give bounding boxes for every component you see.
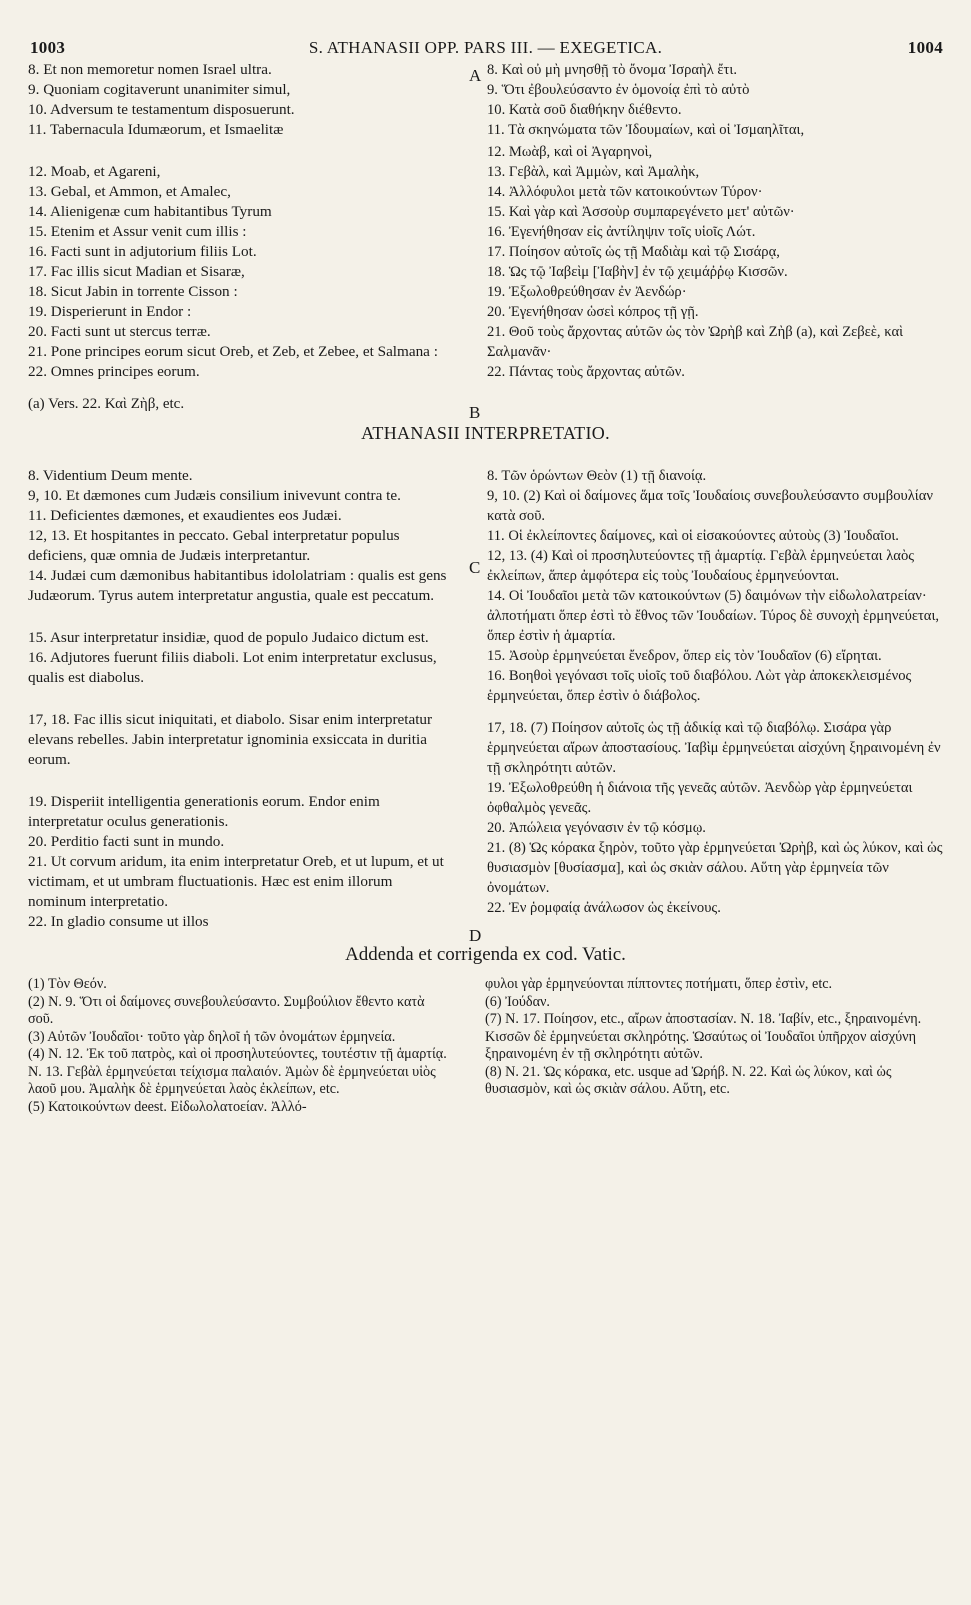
interpretation-latin: 11. Deficientes dæmones, et exaudientes eos Judæi. (28, 507, 342, 524)
verse-latin: 13. Gebal, et Ammon, et Amalec, (28, 183, 231, 200)
verse-greek: 8. Καὶ οὐ μὴ μνησθῇ τὸ ὄνομα Ἰσραὴλ ἔτι. (487, 62, 737, 78)
verse-latin: 11. Tabernacula Idumæorum, et Ismaelitæ (28, 121, 284, 138)
verse-latin: 20. Facti sunt ut stercus terræ. (28, 323, 211, 340)
page (28, 34, 943, 1116)
column-marker-d: D (469, 926, 482, 945)
psalm-latin-column (28, 60, 473, 382)
addenda-note: (2) N. 9. Ὅτι οἱ δαίμονες συνεβουλεύσαντο. Συμβούλιον ἔθεντο κατὰ σοῦ. (28, 993, 425, 1027)
interpretation-latin-column (28, 466, 473, 932)
verse-latin: 16. Facti sunt in adjutorium filiis Lot. (28, 243, 257, 260)
interpretation-greek: 12, 13. (4) Καὶ οἱ προσηλυτεύοντες τῇ ἁμαρτίᾳ. Γεβὰλ ἑρμηνεύεται λαὸς ἐκλείπων, ἅπερ ἀμφότερα εἰς τοὺς Ἰουδαίους ἑρμηνεύονται. (487, 548, 915, 584)
interpretation-latin: 15. Asur interpretatur insidiæ, quod de populo Judaico dictum est. (28, 629, 429, 646)
interpretation-greek: 20. Ἀπώλεια γεγόνασιν ἐν τῷ κόσμῳ. (487, 820, 706, 836)
column-marker-c: C (469, 558, 481, 577)
page-number-left: 1003 (30, 38, 66, 57)
addenda-right-column (473, 976, 943, 1116)
interpretation-greek: 19. Ἐξωλοθρεύθη ἡ διάνοια τῆς γενεᾶς αὐτῶν. Ἀενδὼρ γὰρ ἑρμηνεύεται ὀφθαλμὸς γενεᾶς. (487, 780, 913, 816)
running-title: S. ATHANASII OPP. PARS III. — EXEGETICA. (308, 38, 663, 57)
page-number-right: 1004 (907, 38, 943, 57)
verse-greek: 21. Θοῦ τοὺς ἄρχοντας αὐτῶν ὡς τὸν Ὠρὴβ καὶ Ζὴβ (a), καὶ Ζεβεὲ, καὶ Σαλμανᾶν· (487, 324, 904, 360)
addenda-note: (7) N. 17. Ποίησον, etc., αἴρων ἀποστασίαν. N. 18. Ἰαβίν, etc., ξηραινομένη. Κισσῶν δὲ ἑρμηνεύεται σκληρότης. Ὡσαύτως οἱ Ἰουδαῖοι ὑπῆρχον αἰσχύνη ξηραινομένη ἐν τῇ σκληρότητι αὐτῶν. (485, 1011, 922, 1062)
interpretation-greek: 14. Οἱ Ἰουδαῖοι μετὰ τῶν κατοικούντων (5) δαιμόνων τὴν εἰδωλολατρείαν· ἀλποτήματι ὅπερ ἐστὶ τὸ ἔθνος τῶν Ἰουδαίων. Τύρος δὲ συνοχὴ ἑρμηνεύεται, ὅπερ ἐστὶν ἡ ἁμαρτία. (487, 588, 940, 644)
verse-latin: 22. Omnes principes eorum. (28, 363, 200, 380)
interpretation-latin: 17, 18. Fac illis sicut iniquitati, et diabolo. Sisar enim interpretatur elevans rebelles. Jabin interpretatur ignominia exsiccata in duritia eorum. (28, 711, 433, 768)
addenda-note: (3) Αὐτῶν Ἰουδαῖοι· τοῦτο γὰρ δηλοῖ ἡ τῶν ὀνομάτων ἑρμηνεία. (28, 1028, 396, 1045)
interpretation-latin: 8. Videntium Deum mente. (28, 467, 193, 484)
addenda-note: (1) Τὸν Θεόν. (28, 976, 107, 992)
interpretation-latin: 22. In gladio consume ut illos (28, 913, 209, 930)
column-marker-b: B (469, 403, 481, 422)
interpretation-latin: 21. Ut corvum aridum, ita enim interpretatur Oreb, et ut lupum, et ut victimam, et ut umbram fluctuationis. Hæc est enim illorum nominum interpretatio. (28, 853, 444, 910)
psalm-greek-column (473, 60, 943, 382)
interpretation-latin: 19. Disperiit intelligentia generationis eorum. Endor enim interpretatur oculus generationis. (28, 793, 380, 830)
verse-greek: 16. Ἐγενήθησαν εἰς ἀντίληψιν τοῖς υἱοῖς Λώτ. (487, 224, 756, 240)
interpretation-greek: 8. Τῶν ὁρώντων Θεὸν (1) τῇ διανοίᾳ. (487, 468, 707, 484)
verse-latin: 15. Etenim et Assur venit cum illis : (28, 223, 247, 240)
interpretation-greek: 17, 18. (7) Ποίησον αὐτοῖς ὡς τῇ ἀδικίᾳ καὶ τῷ διαβόλῳ. Σισάρα γὰρ ἑρμηνεύεται αἴρων ἀποστασίους. Ἰαβὶμ ἑρμηνεύεται αἰσχύνη ξηραινομένη ἐν τῇ σκληρότητι αὐτῶν. (487, 720, 941, 776)
addenda-notes (28, 976, 943, 1116)
interpretation-latin: 20. Perditio facti sunt in mundo. (28, 833, 225, 850)
verse-latin: 10. Adversum te testamentum disposuerunt. (28, 101, 295, 118)
verse-latin: 12. Moab, et Agareni, (28, 163, 161, 180)
interpretation-greek: 16. Βοηθοὶ γεγόνασι τοῖς υἱοῖς τοῦ διαβόλου. Λὼτ γὰρ ἀποκεκλεισμένος ἑρμηνεύεται, ὅπερ ἐστὶν ὁ διάβολος. (487, 668, 912, 704)
verse-greek: 13. Γεβὰλ, καὶ Ἀμμὼν, καὶ Ἀμαλὴκ, (487, 164, 700, 180)
verse-greek: 15. Καὶ γὰρ καὶ Ἀσσοὺρ συμπαρεγένετο μετ' αὐτῶν· (487, 204, 795, 220)
interpretation-greek: 22. Ἐν ῥομφαίᾳ ἀνάλωσον ὡς ἐκείνους. (487, 900, 721, 916)
addenda-note: (5) Κατοικούντων deest. Εἰδωλολατοείαν. Ἀλλό- (28, 1098, 307, 1115)
verse-latin: 17. Fac illis sicut Madian et Sisaræ, (28, 263, 245, 280)
verse-latin: 19. Disperierunt in Endor : (28, 303, 192, 320)
interpretation-text (28, 466, 943, 945)
section-title: ATHANASII INTERPRETATIO. (361, 423, 610, 443)
running-header (28, 34, 943, 60)
addenda-note: (8) N. 21. Ὡς κόρακα, etc. usque ad Ὠρήβ. N. 22. Καὶ ὡς λύκον, καὶ ὡς θυσιασμὸν, καὶ ὡς σκιὰν σάλου. Αὕτη, etc. (485, 1063, 892, 1097)
addenda-note: (4) N. 12. Ἐκ τοῦ πατρὸς, καὶ οἱ προσηλυτεύοντες, τουτέστιν τῇ ἁμαρτίᾳ. N. 13. Γεβὰλ ἑρμηνεύεται τείχισμα παλαιόν. Ἀμὼν δὲ ἑρμηνεύεται υἱὸς λαοῦ μου. Ἀμαλὴκ δὲ ἑρμηνεύεται λαὸς ἐκλείπων, etc. (28, 1046, 447, 1097)
interpretation-greek: 11. Οἱ ἐκλείποντες δαίμονες, καὶ οἱ εἰσακούοντες αὐτοὺς (3) Ἰουδαῖοι. (487, 528, 899, 544)
interpretation-greek: 21. (8) Ὡς κόρακα ξηρὸν, τοῦτο γὰρ ἑρμηνεύεται Ὠρὴβ, καὶ ὡς λύκον, καὶ ὡς θυσιασμὸν [θυσίασμα], καὶ ὡς σκιὰν σάλου. Αὕτη γὰρ ἑρμηνεία τῶν ὀνομάτων. (487, 840, 943, 896)
interpretation-greek: 9, 10. (2) Καὶ οἱ δαίμονες ἅμα τοῖς Ἰουδαίοις συνεβουλεύσαντο συμβουλίαν κατὰ σοῦ. (487, 488, 933, 524)
verse-greek: 10. Κατὰ σοῦ διαθήκην διέθεντο. (487, 102, 682, 118)
verse-greek: 20. Ἐγενήθησαν ὡσεὶ κόπρος τῇ γῇ. (487, 304, 699, 320)
verse-latin: 18. Sicut Jabin in torrente Cisson : (28, 283, 238, 300)
verse-greek: 19. Ἐξωλοθρεύθησαν ἐν Ἀενδώρ· (487, 284, 687, 300)
interpretation-latin: 14. Judæi cum dæmonibus habitantibus idololatriam : qualis est gens Judæorum. Tyrus autem interpretatur angustia, quale est peccatum. (28, 567, 447, 604)
verse-latin: 14. Alienigenæ cum habitantibus Tyrum (28, 203, 272, 220)
verse-latin: 8. Et non memoretur nomen Israel ultra. (28, 61, 272, 78)
column-marker-a: A (469, 66, 482, 85)
interpretation-latin: 16. Adjutores fuerunt filiis diaboli. Lot enim interpretatur exclusus, qualis est diabolus. (28, 649, 437, 686)
addenda-left-column (28, 976, 473, 1116)
verse-greek: 12. Μωὰβ, καὶ οἱ Ἀγαρηνοὶ, (487, 144, 653, 160)
verse-greek: 17. Ποίησον αὐτοῖς ὡς τῇ Μαδιὰμ καὶ τῷ Σισάρᾳ, (487, 244, 780, 260)
verse-greek: 11. Τὰ σκηνώματα τῶν Ἰδουμαίων, καὶ οἱ Ἰσμαηλῖται, (487, 122, 805, 138)
verse-greek: 14. Ἀλλόφυλοι μετὰ τῶν κατοικούντων Τύρον· (487, 184, 763, 200)
addenda-title: Addenda et corrigenda ex cod. Vatic. (345, 944, 626, 965)
interpretation-latin: 9, 10. Et dæmones cum Judæis consilium inivevunt contra te. (28, 487, 401, 504)
verse-greek: 9. Ὅτι ἐβουλεύσαντο ἐν ὁμονοίᾳ ἐπὶ τὸ αὐτὸ (487, 82, 750, 98)
interpretation-latin: 12, 13. Et hospitantes in peccato. Gebal interpretatur populus deficiens, quæ omnia de Judæis interpretantur. (28, 527, 400, 564)
verse-greek: 18. Ὡς τῷ Ἰαβεὶμ [Ἰαβὴν] ἐν τῷ χειμάῤῥῳ Κισσῶν. (487, 264, 788, 280)
addenda-note: φυλοι γὰρ ἑρμηνεύονται πίπτοντες ποτήματι, ὅπερ ἐστὶν, etc. (485, 976, 833, 992)
interpretation-greek-column (473, 466, 943, 932)
verse-latin: 9. Quoniam cogitaverunt unanimiter simul, (28, 81, 291, 98)
interpretation-greek: 15. Ἀσοὺρ ἑρμηνεύεται ἔνεδρον, ὅπερ εἰς τὸν Ἰουδαῖον (6) εἴρηται. (487, 648, 882, 664)
footnote: (a) Vers. 22. Καὶ Ζὴβ, etc. (28, 396, 185, 412)
verse-latin: 21. Pone principes eorum sicut Oreb, et Zeb, et Zebee, et Salmana : (28, 343, 438, 360)
verse-greek: 22. Πάντας τοὺς ἄρχοντας αὐτῶν. (487, 364, 685, 380)
addenda-note: (6) Ἰούδαν. (485, 993, 550, 1010)
